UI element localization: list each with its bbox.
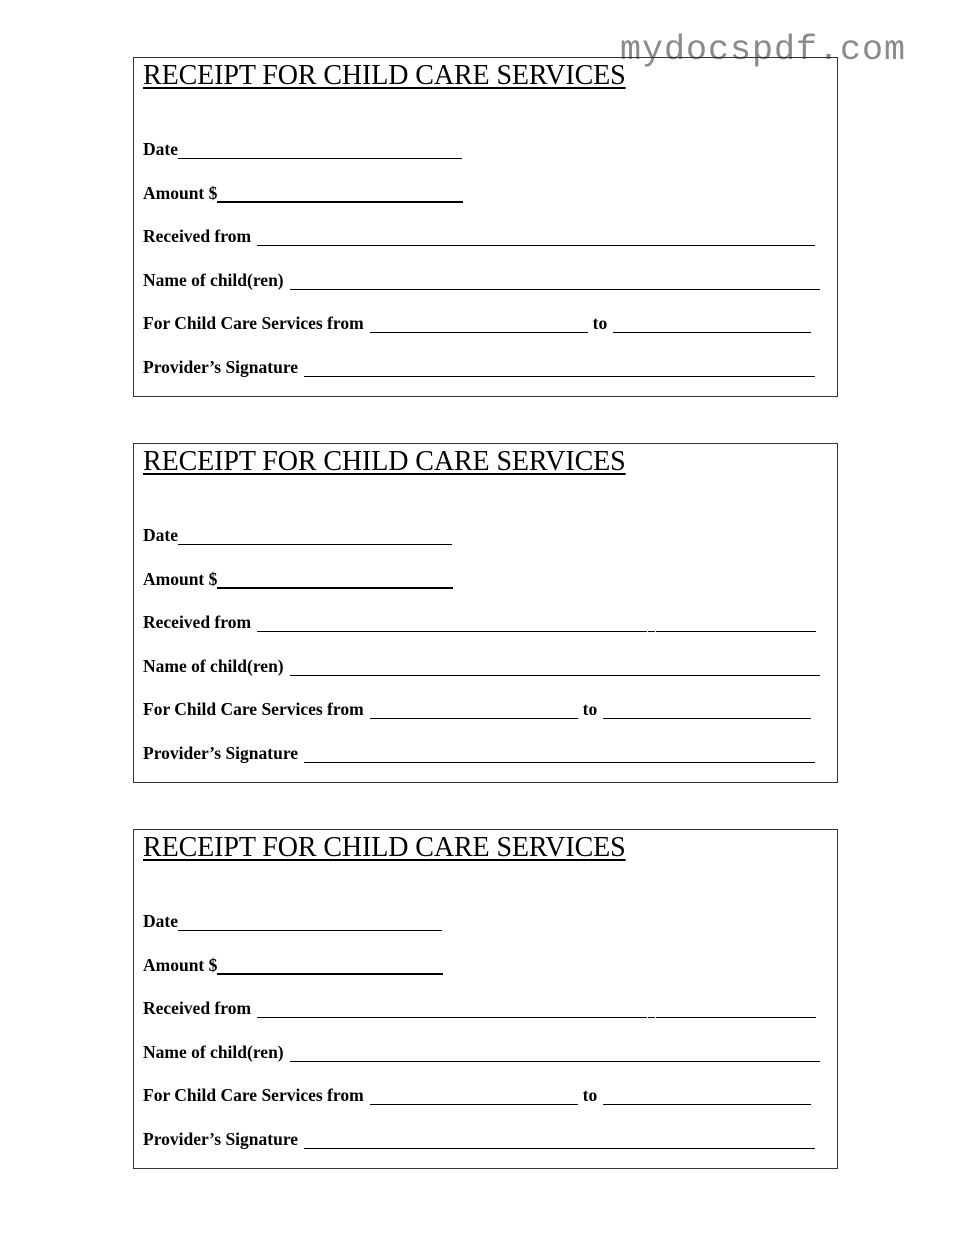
- signature-label: Provider’s Signature: [143, 743, 299, 763]
- amount-row: [143, 179, 463, 203]
- child-name-row: [143, 1038, 820, 1062]
- services-label: For Child Care Services from: [143, 313, 364, 333]
- signature-field[interactable]: [304, 1130, 815, 1149]
- amount-field[interactable]: [217, 569, 453, 589]
- child-name-label: Name of child(ren): [143, 270, 284, 290]
- signature-field[interactable]: [304, 744, 815, 763]
- date-label: Date: [143, 525, 178, 545]
- signature-row: [143, 353, 815, 377]
- date-row: [143, 521, 452, 545]
- services-to-field[interactable]: [613, 314, 811, 333]
- services-label: For Child Care Services from: [143, 699, 364, 719]
- receipt-title: RECEIPT FOR CHILD CARE SERVICES: [143, 832, 626, 863]
- amount-label: Amount $: [143, 569, 218, 589]
- child-name-label: Name of child(ren): [143, 656, 284, 676]
- amount-field[interactable]: [217, 955, 443, 975]
- child-name-row: [143, 652, 820, 676]
- receipt-title: RECEIPT FOR CHILD CARE SERVICES: [143, 60, 626, 91]
- child-name-field[interactable]: [290, 657, 820, 676]
- services-from-field[interactable]: [370, 700, 578, 719]
- amount-label: Amount $: [143, 955, 218, 975]
- receipt-2: [133, 443, 838, 783]
- to-label: to: [592, 313, 608, 333]
- signature-label: Provider’s Signature: [143, 1129, 299, 1149]
- services-row: [143, 695, 811, 719]
- watermark: mydocspdf.com: [620, 30, 907, 70]
- received-from-field[interactable]: [257, 999, 647, 1018]
- date-row: [143, 907, 442, 931]
- date-row: [143, 135, 462, 159]
- received-from-field[interactable]: [257, 227, 815, 246]
- services-to-field[interactable]: [603, 700, 811, 719]
- date-field[interactable]: [178, 526, 452, 545]
- receipt-title: RECEIPT FOR CHILD CARE SERVICES: [143, 446, 626, 477]
- received-from-field-extension[interactable]: [656, 613, 816, 632]
- received-from-label: Received from: [143, 998, 252, 1018]
- amount-label: Amount $: [143, 183, 218, 203]
- child-name-field[interactable]: [290, 1043, 820, 1062]
- date-label: Date: [143, 139, 178, 159]
- date-field[interactable]: [178, 140, 462, 159]
- amount-row: [143, 951, 443, 975]
- services-row: [143, 1081, 811, 1105]
- child-name-label: Name of child(ren): [143, 1042, 284, 1062]
- received-from-field[interactable]: [257, 613, 647, 632]
- receipt-1: [133, 57, 838, 397]
- signature-row: [143, 1125, 815, 1149]
- services-row: [143, 309, 811, 333]
- underscore-mark: [648, 1003, 655, 1018]
- date-field[interactable]: [178, 912, 442, 931]
- signature-label: Provider’s Signature: [143, 357, 299, 377]
- child-name-field[interactable]: [290, 271, 820, 290]
- to-label: to: [582, 1085, 598, 1105]
- received-from-row: [143, 608, 816, 632]
- services-to-field[interactable]: [603, 1086, 811, 1105]
- signature-field[interactable]: [304, 358, 815, 377]
- received-from-label: Received from: [143, 612, 252, 632]
- signature-row: [143, 739, 815, 763]
- date-label: Date: [143, 911, 178, 931]
- received-from-row: [143, 222, 815, 246]
- received-from-field-extension[interactable]: [656, 999, 816, 1018]
- underscore-mark: [648, 617, 655, 632]
- received-from-row: [143, 994, 816, 1018]
- services-from-field[interactable]: [370, 314, 588, 333]
- to-label: to: [582, 699, 598, 719]
- child-name-row: [143, 266, 820, 290]
- services-label: For Child Care Services from: [143, 1085, 364, 1105]
- services-from-field[interactable]: [370, 1086, 578, 1105]
- amount-row: [143, 565, 453, 589]
- received-from-label: Received from: [143, 226, 252, 246]
- amount-field[interactable]: [217, 183, 463, 203]
- receipt-3: [133, 829, 838, 1169]
